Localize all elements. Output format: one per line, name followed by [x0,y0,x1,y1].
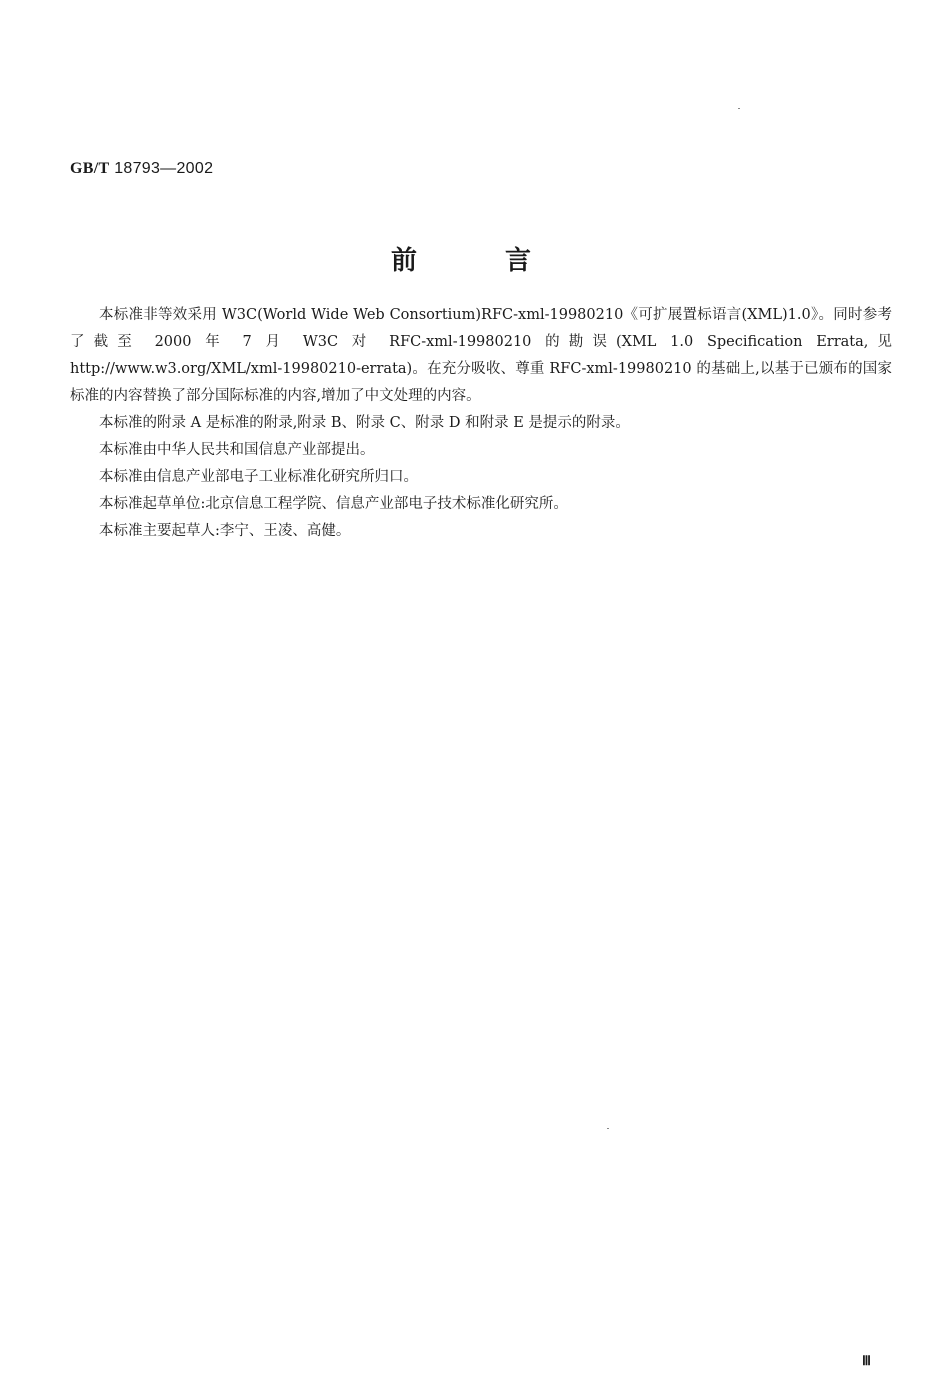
foreword-body [70,302,892,545]
paragraph-proposer: 本标准由中华人民共和国信息产业部提出。 [99,442,375,458]
standard-number [70,160,213,178]
paragraph-drafting-units: 本标准起草单位:北京信息工程学院、信息产业部电子技术标准化研究所。 [99,496,568,512]
paragraph-appendices: 本标准的附录 A 是标准的附录,附录 B、附录 C、附录 D 和附录 E 是提示的附录。 [99,415,630,431]
paragraph-administrator: 本标准由信息产业部电子工业标准化研究所归口。 [99,469,418,485]
page-number: Ⅲ [862,1353,871,1368]
page-title: 前言 [390,246,619,276]
standard-prefix: GB/T [70,160,110,177]
scan-speck [738,108,740,109]
standard-code: 18793—2002 [114,160,214,177]
paragraph-adoption: 本标准非等效采用 W3C(World Wide Web Consortium)RFC-xml-19980210《可扩展置标语言(XML)1.0》。同时参考了截至 2000 年 7 月 W3C 对 RFC-xml-19980210 的勘误(XML 1.0 Specification Errata,见 http://www.w3.org/XML/xml-19980210-errata)。在充分吸收、尊重 RFC-xml-19980210 的基础上,以基于已颁布的国家标准的内容替换了部分国际标准的内容,增加了中文处理的内容。 [70,307,892,404]
scan-speck [607,1128,609,1129]
paragraph-drafters: 本标准主要起草人:李宁、王凌、高健。 [99,523,351,539]
